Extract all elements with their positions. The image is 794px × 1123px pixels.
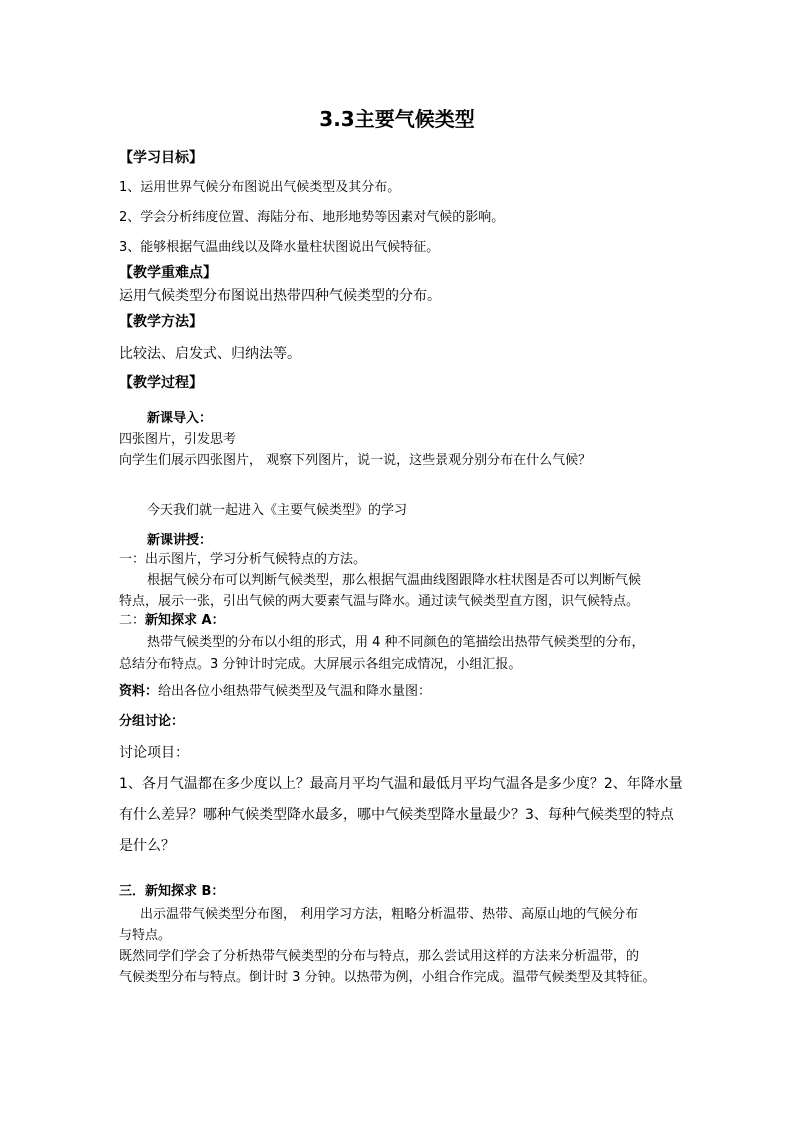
part3-paragraph-line-1: 出示温带气候类型分布图， 利用学习方法，粗略分析温带、热带、高原山地的气候分布 — [140, 907, 639, 922]
key-points-heading: 【教学重难点】 — [119, 265, 217, 281]
material-line — [119, 684, 679, 699]
part3-paragraph-line-4: 气候类型分布与特点。倒计时 3 分钟。以热带为例，小组合作完成。温带气候类型及其特征。 — [119, 970, 656, 985]
part1-paragraph-line-2: 特点，展示一张，引出气候的两大要素气温与降水。通过读气候类型直方图，识气候特点。 — [119, 594, 640, 609]
page-title: 3.3主要气候类型 — [319, 107, 475, 131]
part2-prefix: 二： — [119, 613, 146, 628]
part1-paragraph-line-1: 根据气候分布可以判断气候类型，那么根据气温曲线图跟降水柱状图是否可以判断气候 — [147, 573, 642, 588]
objective-3: 3、能够根据气温曲线以及降水量柱状图说出气候特征。 — [119, 240, 440, 255]
methods-text: 比较法、启发式、归纳法等。 — [119, 346, 301, 362]
part2-label: 新知探求 A： — [145, 613, 225, 628]
process-heading: 【教学过程】 — [119, 375, 203, 391]
part3-paragraph-line-3: 既然同学们学会了分析热带气候类型的分布与特点，那么尝试用这样的方法来分析温带，的 — [119, 949, 640, 964]
today-line: 今天我们就一起进入《主要气候类型》的学习 — [147, 503, 408, 518]
group-discussion-label: 分组讨论： — [119, 714, 185, 729]
key-points-text: 运用气候类型分布图说出热带四种气候类型的分布。 — [119, 288, 441, 304]
discussion-items-label: 讨论项目： — [119, 745, 189, 761]
question-line-2: 有什么差异？哪种气候类型降水最多，哪中气候类型降水量最少？3、每种气候类型的特点 — [119, 807, 674, 823]
intro-line-1: 四张图片，引发思考 — [119, 432, 237, 447]
part3-heading: 三．新知探求 B： — [119, 884, 225, 899]
intro-line-2: 向学生们展示四张图片， 观察下列图片，说一说，这些景观分别分布在什么气候？ — [119, 453, 592, 468]
lecture-label: 新课讲授： — [147, 533, 213, 548]
material-label: 资料： — [119, 684, 159, 699]
part2-heading — [119, 613, 679, 628]
question-line-1: 1、各月气温都在多少度以上？最高月平均气温和最低月平均气温各是多少度？2、年降水量 — [119, 776, 683, 792]
objectives-heading: 【学习目标】 — [119, 150, 203, 166]
part2-paragraph-line-1: 热带气候类型的分布以小组的形式，用 4 种不同颜色的笔描绘出热带气候类型的分布， — [147, 635, 645, 650]
methods-heading: 【教学方法】 — [119, 314, 203, 330]
part3-paragraph-line-2: 与特点。 — [119, 928, 172, 943]
intro-label: 新课导入： — [147, 411, 213, 426]
objective-2: 2、学会分析纬度位置、海陆分布、地形地势等因素对气候的影响。 — [119, 210, 505, 225]
question-line-3: 是什么？ — [119, 838, 175, 854]
part2-paragraph-line-2: 总结分布特点。3 分钟计时完成。大屏展示各组完成情况，小组汇报。 — [119, 657, 522, 672]
part1-heading: 一：出示图片，学习分析气候特点的方法。 — [119, 552, 367, 567]
material-text: 给出各位小组热带气候类型及气温和降水量图： — [158, 684, 432, 699]
objective-1: 1、运用世界气候分布图说出气候类型及其分布。 — [119, 180, 401, 195]
